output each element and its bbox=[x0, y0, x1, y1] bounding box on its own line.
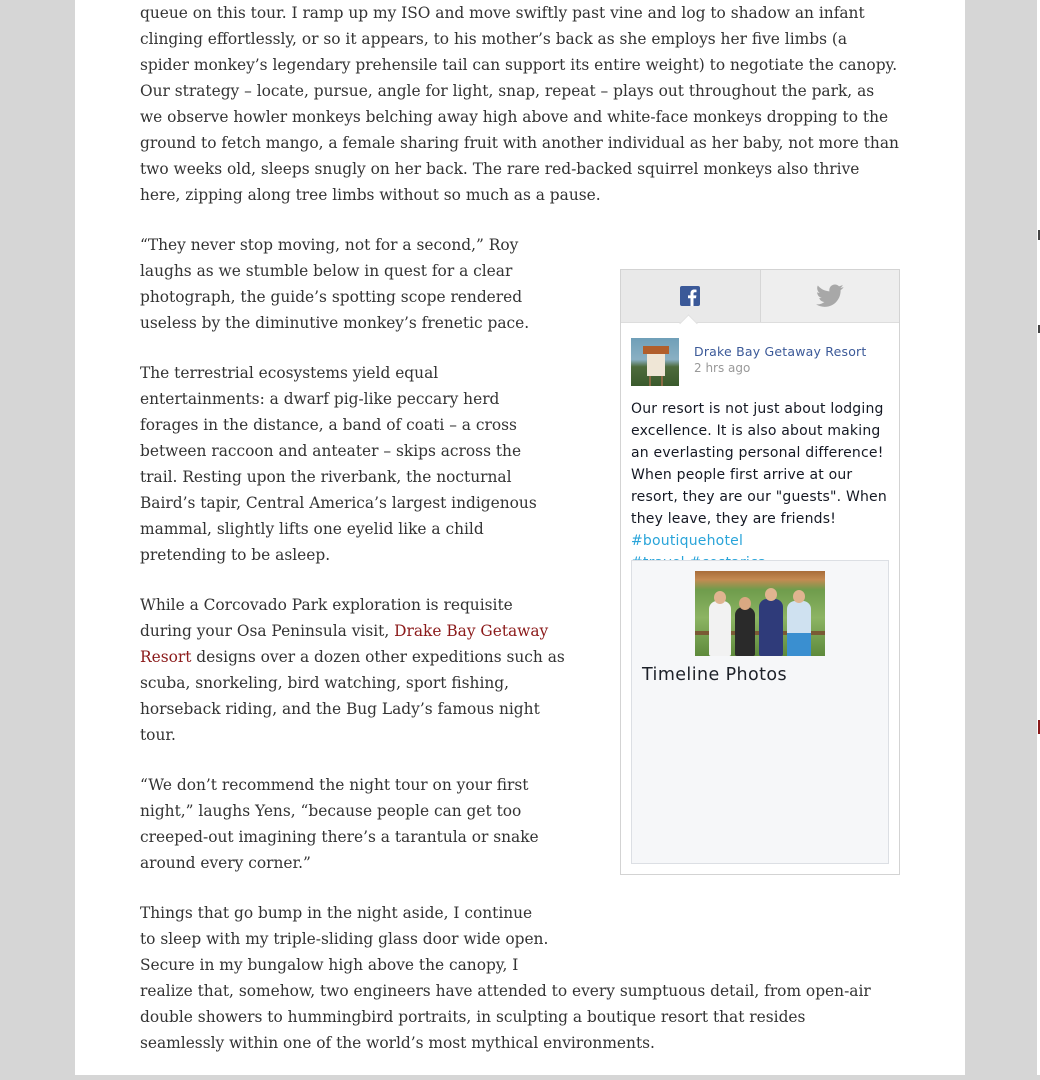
article-paragraph bbox=[140, 900, 880, 1056]
text-span: Things that go bump in the night aside, I continue to sleep with my triple-sliding glass door wide open. Secure in my bungalow high above the canopy, I realize that, somehow, two engineers have attended to every sumptuous detail, from open-air double showers to hummingbird portraits, in sculpting a boutique resort that resides seamlessly within one of the world’s most mythical environments. bbox=[140, 904, 871, 1052]
timeline-photo[interactable] bbox=[695, 571, 825, 656]
article-paragraph bbox=[140, 592, 568, 748]
social-tabs bbox=[621, 270, 899, 323]
article-paragraph: “We don’t recommend the night tour on your first night,” laughs Yens, “because people can get too creeped-out imagining there’s a tarantula or snake around every corner.” bbox=[140, 776, 539, 872]
post-meta bbox=[694, 344, 867, 375]
facebook-icon bbox=[680, 286, 700, 306]
article-paragraph: queue on this tour. I ramp up my ISO and move swiftly past vine and log to shadow an infant clinging effortlessly, or so it appears, to his mother’s back as she employs her five limbs (a spider monkey’s legendary prehensile tail can support its entire weight) to negotiate the canopy. bbox=[140, 4, 898, 74]
float-spacer bbox=[550, 900, 880, 978]
post-body: Our resort is not just about lodging excellence. It is also about making an everlasting personal difference! When people first arrive at our resort, they are our "guests". When they leave, they are friends! bbox=[631, 401, 887, 527]
page-avatar[interactable] bbox=[631, 338, 679, 386]
page-name-link[interactable]: Drake Bay Getaway Resort bbox=[694, 344, 867, 359]
article-paragraph: “They never stop moving, not for a second,” Roy laughs as we stumble below in quest for a clear photograph, the guide’s spotting scope rendered useless by the diminutive monkey’s frenetic pace. bbox=[140, 236, 530, 332]
post-text bbox=[631, 398, 891, 574]
facebook-post bbox=[631, 338, 891, 574]
tab-twitter[interactable] bbox=[761, 270, 900, 322]
post-header bbox=[631, 338, 891, 386]
drake-bay-resort-link[interactable]: Drake Bay Getaway Resort bbox=[140, 622, 549, 666]
attachment-title[interactable]: Timeline Photos bbox=[642, 665, 788, 685]
tab-facebook[interactable] bbox=[621, 270, 761, 322]
post-timestamp[interactable]: 2 hrs ago bbox=[694, 361, 751, 375]
text-span: While a Corcovado Park exploration is requisite during your Osa Peninsula visit, bbox=[140, 596, 513, 640]
text-span: designs over a dozen other expeditions such as scuba, snorkeling, bird watching, sport fishing, horseback riding, and the Bug Lady’s famous night tour. bbox=[140, 648, 565, 744]
twitter-icon bbox=[816, 284, 844, 308]
hashtag-link[interactable]: #boutiquehotel bbox=[631, 533, 744, 549]
article-paragraph: The terrestrial ecosystems yield equal entertainments: a dwarf pig-like peccary herd forages in the distance, a band of coati – a cross between raccoon and anteater – skips across the trail. Resting upon the riverbank, the nocturnal Baird’s tapir, Central America’s largest indigenous mammal, slightly lifts one eyelid like a child pretending to be asleep. bbox=[140, 364, 537, 564]
social-feed-widget bbox=[620, 269, 900, 875]
article-paragraph: Our strategy – locate, pursue, angle for light, snap, repeat – plays out throughout the park, as we observe howler monkeys belching away high above and white-face monkeys dropping to the ground to fetch mango, a female sharing fruit with another individual as her baby, not more than two weeks old, sleeps snugly on her back. The rare red-backed squirrel monkeys also thrive here, zipping along tree limbs without so much as a pause. bbox=[140, 82, 899, 204]
post-attachment[interactable] bbox=[631, 560, 889, 864]
